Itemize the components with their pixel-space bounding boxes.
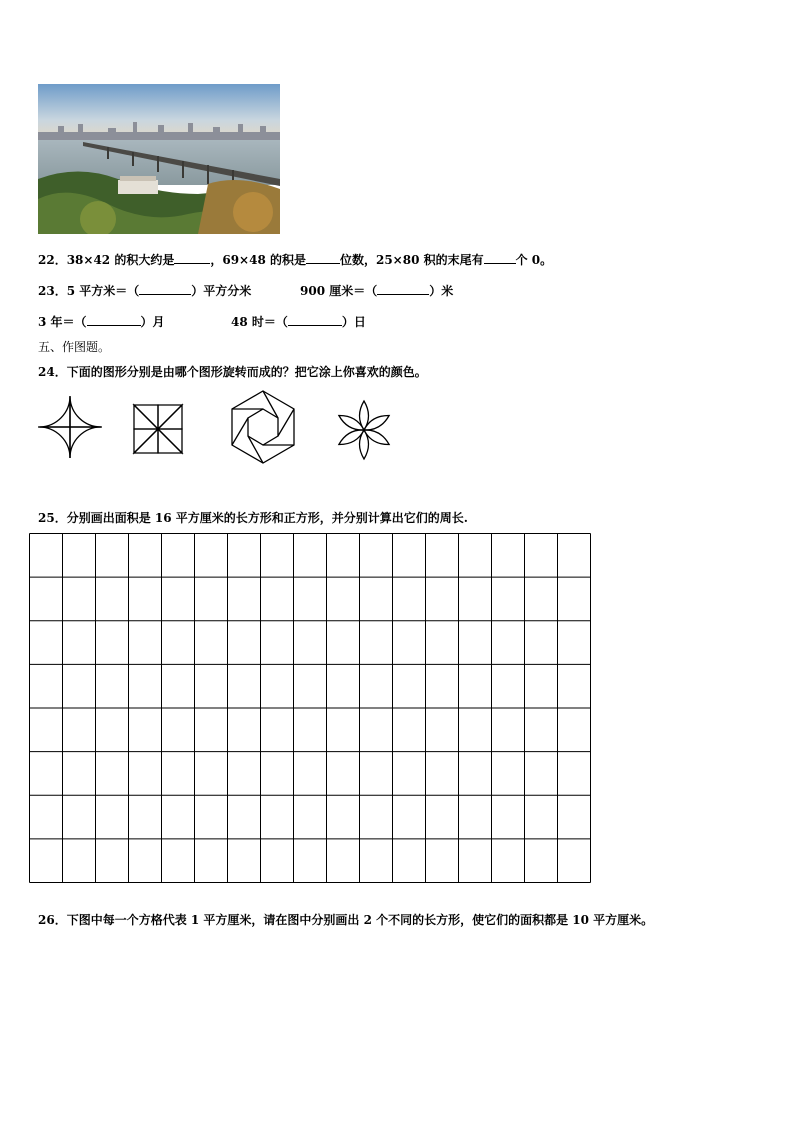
question-24 <box>38 364 427 380</box>
question-text: 分别画出面积是 16 平方厘米的长方形和正方形，并分别计算出它们的周长. <box>66 511 468 525</box>
question-25 <box>38 510 468 526</box>
answer-blank[interactable] <box>87 313 141 326</box>
answer-blank[interactable] <box>174 251 210 264</box>
question-number: 26． <box>38 913 67 927</box>
bridge-photo <box>38 84 280 234</box>
drawing-grid[interactable] <box>29 533 591 883</box>
q23-a-right: ）平方分米 <box>191 284 252 298</box>
q23-a-left: 5 平方米＝（ <box>66 284 140 298</box>
q22-text-2: ，69×48 的积是 <box>210 253 306 267</box>
question-text: 下面的图形分别是由哪个图形旋转而成的？把它涂上你喜欢的颜色。 <box>66 365 427 379</box>
question-number: 24． <box>38 365 67 379</box>
question-23-row-1b <box>300 282 453 299</box>
question-23-row-1 <box>38 282 251 299</box>
section-heading: 五、作图题。 <box>38 340 111 354</box>
answer-blank[interactable] <box>306 251 340 264</box>
bridge-photo-svg <box>38 84 280 234</box>
question-26 <box>38 912 653 928</box>
question-number: 25． <box>38 511 67 525</box>
q23-d-right: ）日 <box>341 315 366 329</box>
question-text: 下图中每一个方格代表 1 平方厘米，请在图中分别画出 2 个不同的长方形，使它们的面积都是 10 平方厘米。 <box>66 913 654 927</box>
question-23-row-2b <box>231 313 366 330</box>
question-number: 22． <box>38 253 67 267</box>
x-cross-figure <box>131 403 185 455</box>
answer-blank[interactable] <box>139 282 191 295</box>
q23-b-right: ）米 <box>429 284 454 298</box>
answer-blank[interactable] <box>484 251 516 264</box>
hexagon-figure <box>228 389 298 465</box>
q23-d-left: 48 时＝（ <box>231 315 288 329</box>
q22-text-4: 个 0。 <box>515 253 553 267</box>
question-number: 23． <box>38 284 67 298</box>
q23-c-right: ）月 <box>140 315 165 329</box>
question-22 <box>38 251 552 268</box>
q22-text-1: 38×42 的积大约是 <box>66 253 175 267</box>
q22-text-3: 位数，25×80 积的末尾有 <box>339 253 484 267</box>
flower-figure <box>331 399 397 461</box>
q23-c-left: 3 年＝（ <box>38 315 87 329</box>
q23-b-left: 900 厘米＝（ <box>300 284 378 298</box>
answer-blank[interactable] <box>288 313 342 326</box>
answer-blank[interactable] <box>377 282 429 295</box>
question-23-row-2 <box>38 313 165 330</box>
pinwheel-figure <box>36 394 104 460</box>
